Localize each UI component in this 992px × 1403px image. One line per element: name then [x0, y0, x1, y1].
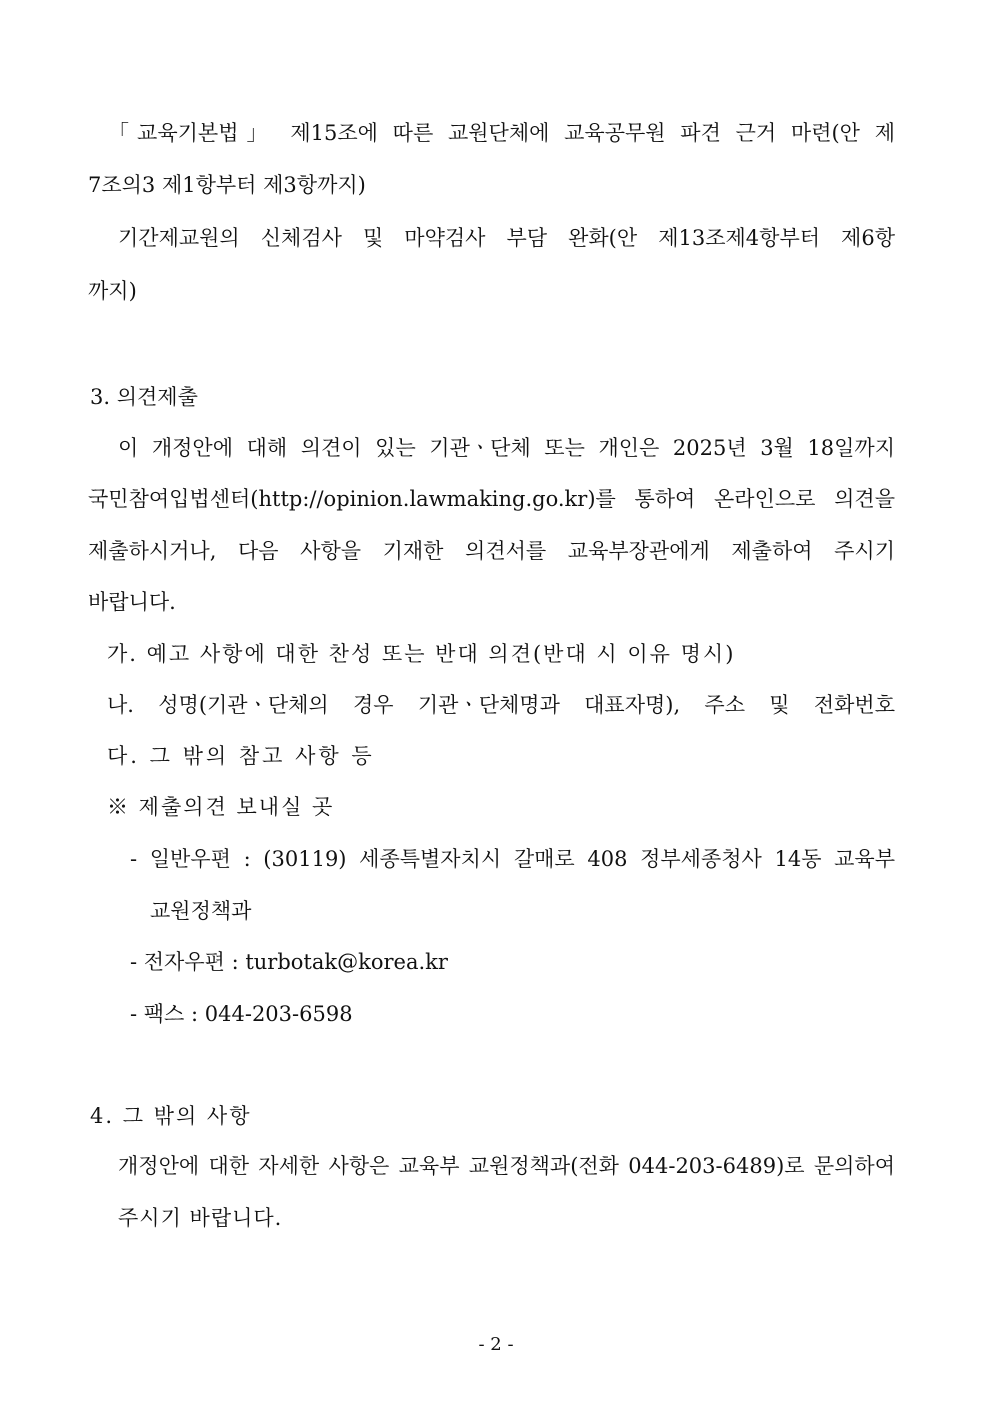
contact-fax: - 팩스 : 044-203-6598 — [130, 1002, 353, 1026]
contact-email: - 전자우편 : turbotak@korea.kr — [130, 950, 448, 974]
page-number: - 2 - — [478, 1334, 514, 1355]
body-line: 바랍니다. — [88, 590, 176, 614]
body-line: 주시기 바랍니다. — [118, 1206, 283, 1230]
note: ※ 제출의견 보내실 곳 — [107, 795, 335, 819]
body-line: 제출하시거나, 다음 사항을 기재한 의견서를 교육부장관에게 제출하여 주시기 — [88, 539, 895, 563]
section-heading: 4. 그 밖의 사항 — [90, 1104, 252, 1128]
body-line: 이 개정안에 대해 의견이 있는 기관ㆍ단체 또는 개인은 2025년 3월 18일까지 — [118, 436, 895, 460]
item-line: 까지) — [88, 279, 137, 303]
section-heading: 3. 의견제출 — [90, 385, 198, 409]
contact-postal: - 일반우편 : (30119) 세종특별자치시 갈매로 408 정부세종청사 14동 교육부 — [130, 847, 895, 871]
list-item: 나. 성명(기관ㆍ단체의 경우 기관ㆍ단체명과 대표자명), 주소 및 전화번호 — [107, 693, 895, 717]
list-item: 다. 그 밖의 참고 사항 등 — [107, 744, 375, 768]
item-line: 기간제교원의 신체검사 및 마약검사 부담 완화(안 제13조제4항부터 제6항 — [118, 226, 895, 250]
contact-postal-cont: 교원정책과 — [150, 899, 252, 923]
list-item: 가. 예고 사항에 대한 찬성 또는 반대 의견(반대 시 이유 명시) — [107, 642, 736, 666]
item-line: 7조의3 제1항부터 제3항까지) — [88, 173, 366, 197]
item-line: 「교육기본법」 제15조에 따른 교원단체에 교육공무원 파견 근거 마련(안 제 — [108, 121, 895, 145]
body-line: 국민참여입법센터(http://opinion.lawmaking.go.kr)를 통하여 온라인으로 의견을 — [88, 487, 895, 511]
body-line: 개정안에 대한 자세한 사항은 교육부 교원정책과(전화 044-203-6489)로 문의하여 — [118, 1154, 895, 1178]
